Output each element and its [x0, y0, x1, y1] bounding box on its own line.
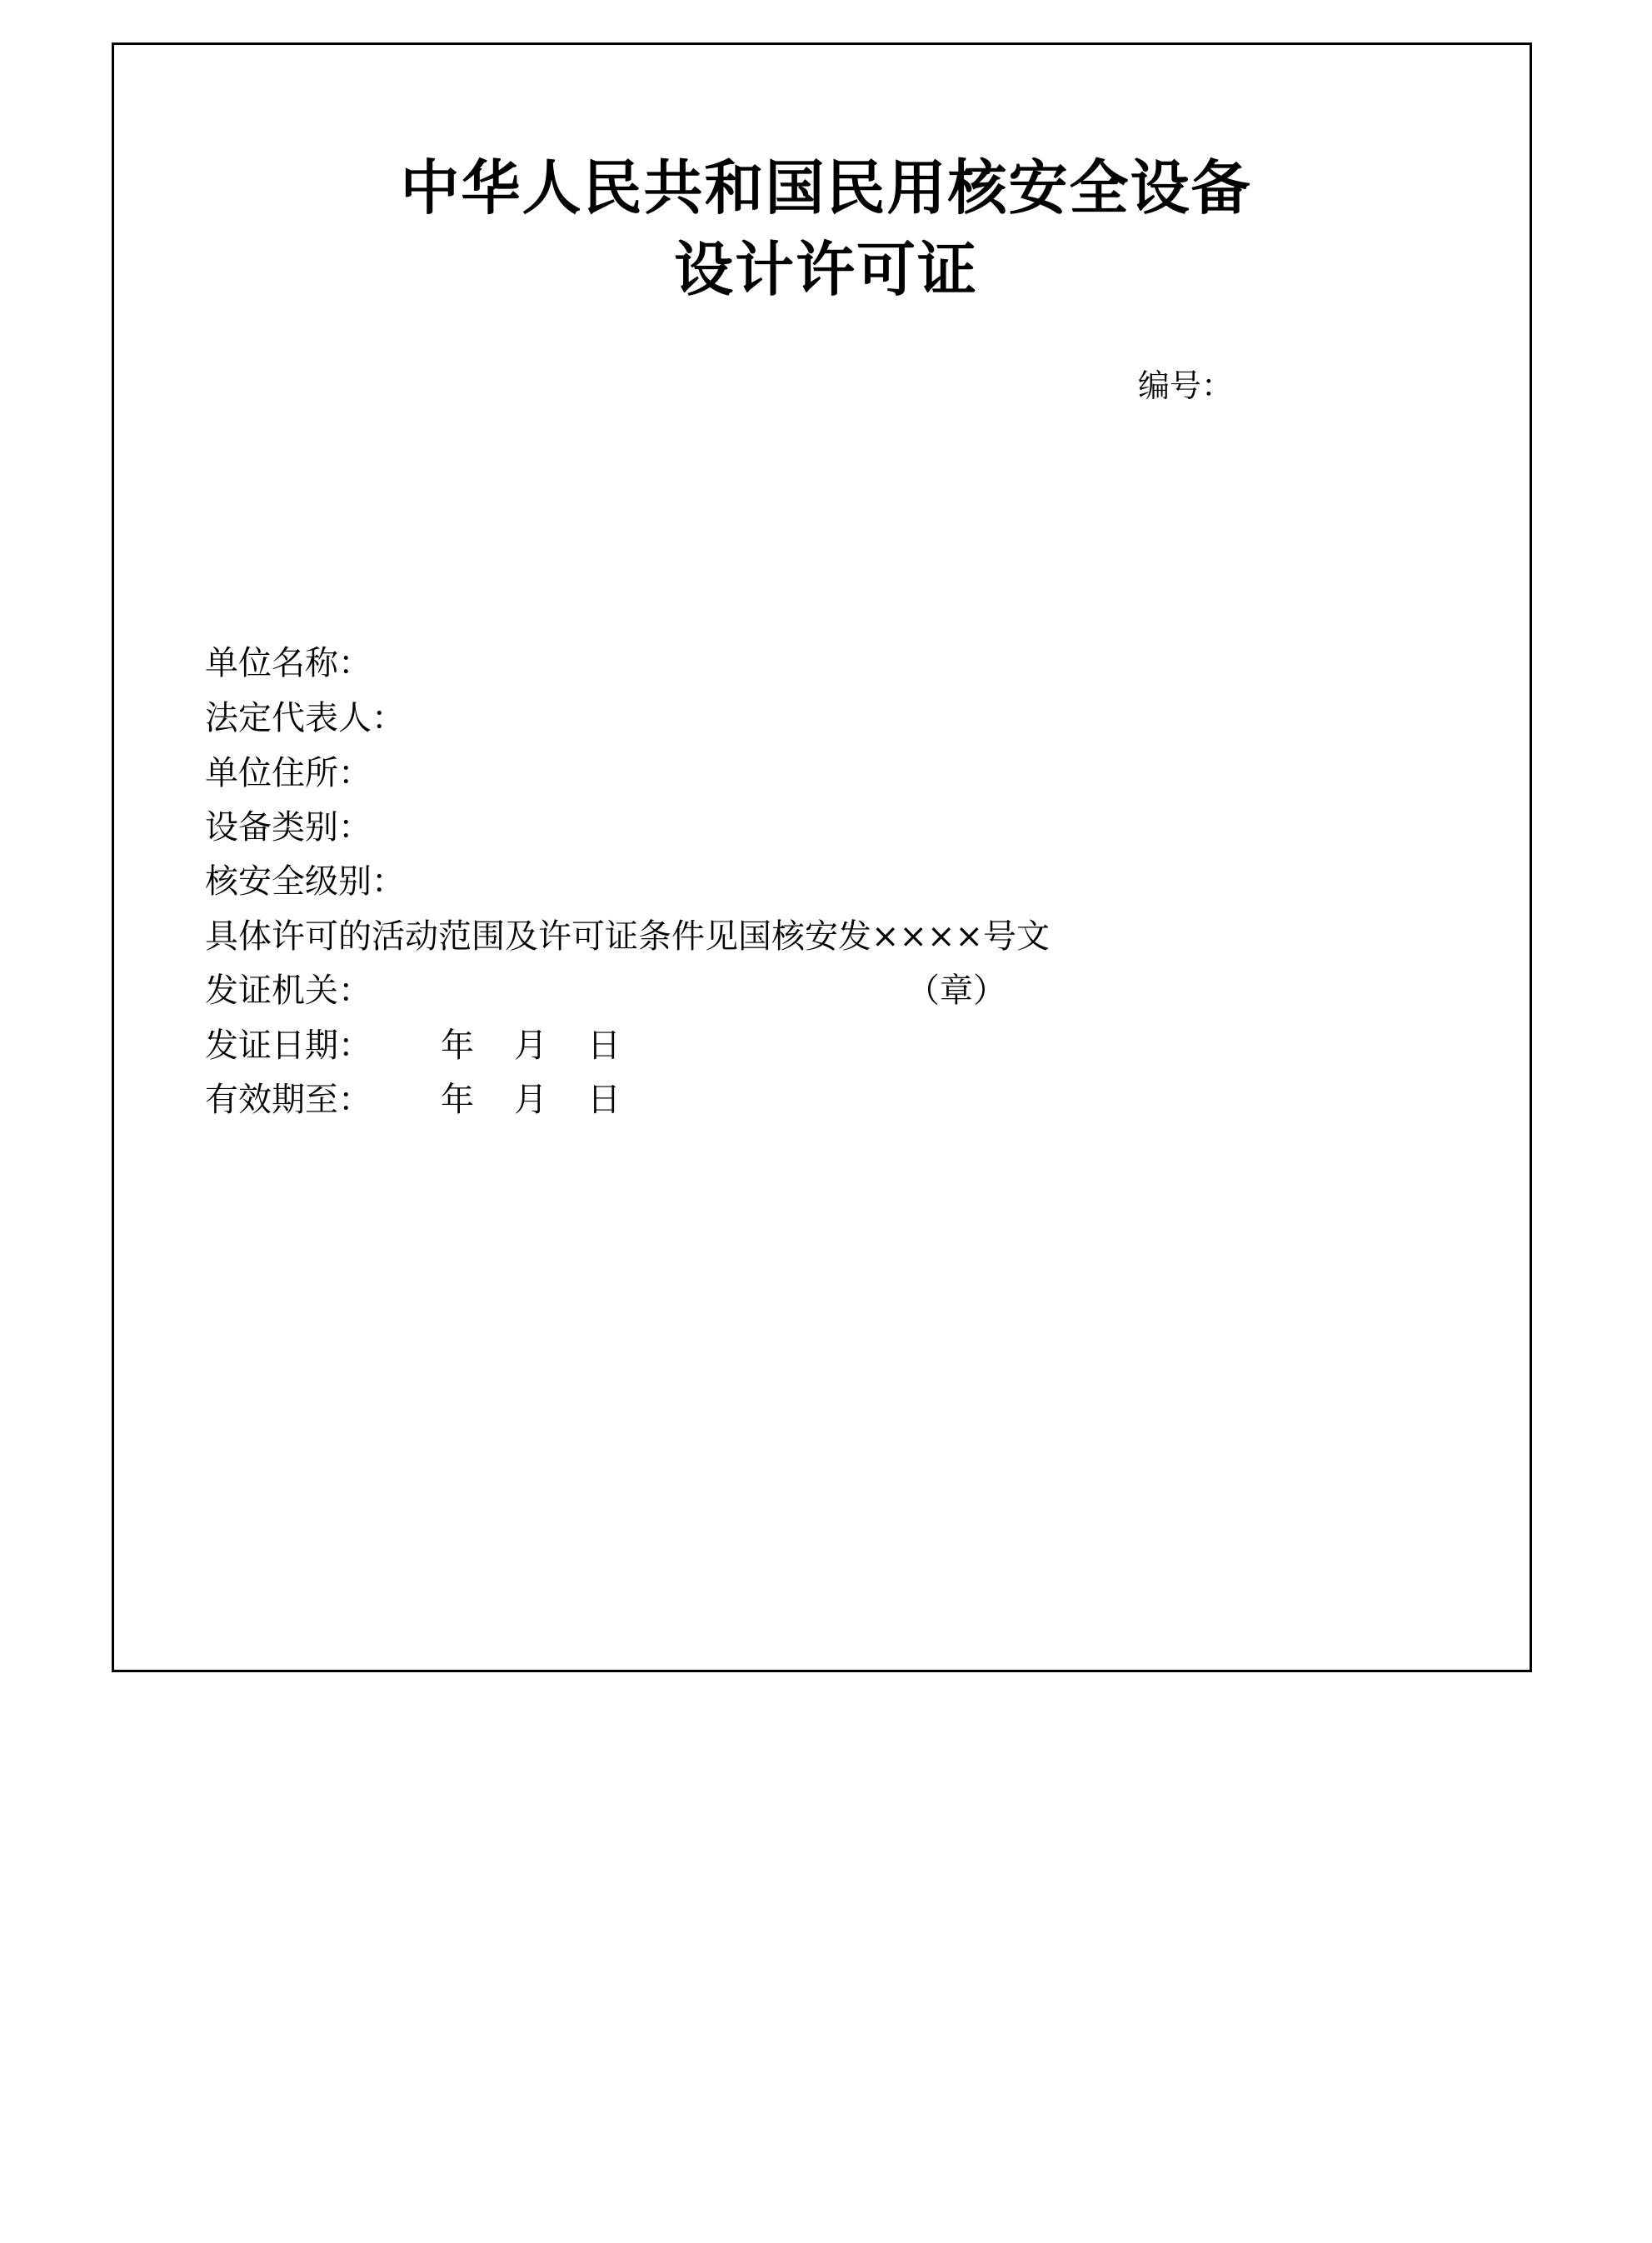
valid-until-month-unit: 月 [514, 1081, 547, 1119]
certificate-number-label: 编号： [1138, 367, 1234, 404]
certificate-title-line2: 设计许可证 [673, 234, 978, 304]
legal-representative-label: 法定代表人： [205, 699, 405, 737]
nuclear-safety-class-label: 核安全级别： [205, 862, 405, 901]
equipment-category-label: 设备类别： [205, 808, 372, 847]
unit-name-label: 单位名称： [205, 644, 372, 682]
unit-address-label: 单位住所： [205, 754, 372, 792]
valid-until-day-unit: 日 [587, 1081, 621, 1119]
valid-until-year-unit: 年 [441, 1081, 474, 1119]
seal-placeholder: （章） [906, 972, 1006, 1010]
issue-date-year-unit: 年 [441, 1027, 474, 1065]
issue-date-day-unit: 日 [587, 1027, 621, 1065]
valid-until-label: 有效期至： [205, 1081, 372, 1119]
issue-date-label: 发证日期： [205, 1027, 372, 1065]
scope-note: 具体许可的活动范围及许可证条件见国核安发××××号文 [205, 917, 1051, 956]
issuing-authority-label: 发证机关： [205, 972, 372, 1010]
issue-date-month-unit: 月 [514, 1027, 547, 1065]
certificate-title-line1: 中华人民共和国民用核安全设备 [400, 152, 1252, 222]
